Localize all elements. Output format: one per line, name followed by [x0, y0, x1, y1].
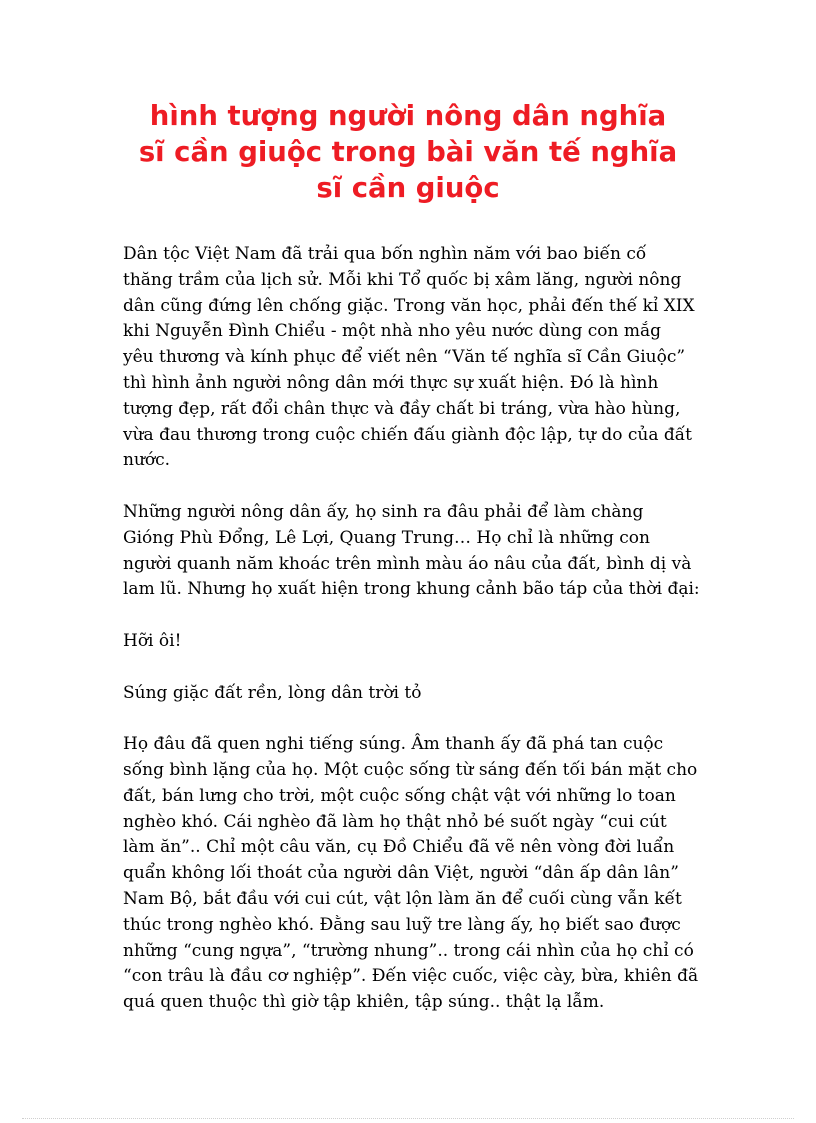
- paragraph-5: [123, 732, 705, 1016]
- paragraph-gap: [123, 603, 705, 629]
- paragraph-1: [123, 242, 705, 474]
- paragraph-5-line: đất, bán lưng cho trời, một cuộc sống chật vật với những lo toan: [123, 785, 676, 806]
- paragraph-5-line: thúc trong nghèo khó. Đằng sau luỹ tre làng ấy, họ biết sao được: [123, 914, 681, 935]
- paragraph-2: [123, 500, 705, 603]
- paragraph-1-line: nước.: [123, 450, 171, 471]
- paragraph-5-line: nghèo khó. Cái nghèo đã làm họ thật nhỏ bé suốt ngày “cui cút: [123, 811, 667, 832]
- title-line-2: sĩ cần giuộc trong bài văn tế nghĩa: [138, 136, 678, 168]
- paragraph-5-line: quẩn không lối thoát của người dân Việt, người “dân ấp dân lân”: [123, 863, 679, 884]
- paragraph-4: [123, 681, 705, 707]
- paragraph-3: [123, 629, 705, 655]
- paragraph-1-line: yêu thương và kính phục để viết nên “Văn tế nghĩa sĩ Cần Giuộc”: [123, 347, 686, 368]
- paragraph-1-line: tượng đẹp, rất đổi chân thực và đầy chất bi tráng, vừa hào hùng,: [123, 398, 681, 419]
- paragraph-1-line: dân cũng đứng lên chống giặc. Trong văn học, phải đến thế kỉ XIX: [123, 295, 695, 316]
- paragraph-5-line: những “cung ngựa”, “trường nhung”.. trong cái nhìn của họ chỉ có: [123, 940, 694, 961]
- paragraph-5-line: “con trâu là đầu cơ nghiệp”. Đến việc cuốc, việc cày, bừa, khiên đã: [123, 966, 699, 987]
- paragraph-2-line: người quanh năm khoác trên mình màu áo nâu của đất, bình dị và: [123, 553, 692, 574]
- paragraph-5-line: quá quen thuộc thì giờ tập khiên, tập súng.. thật lạ lẫm.: [123, 992, 605, 1013]
- page-bottom-divider: [22, 1118, 794, 1119]
- exclamation-line: Hỡi ôi!: [123, 630, 182, 651]
- quoted-verse-line: Súng giặc đất rền, lòng dân trời tỏ: [123, 682, 422, 703]
- paragraph-5-line: làm ăn”.. Chỉ một câu văn, cụ Đồ Chiểu đã vẽ nên vòng đời luẩn: [123, 837, 675, 858]
- title-line-1: hình tượng người nông dân nghĩa: [149, 100, 667, 132]
- paragraph-gap: [123, 655, 705, 681]
- paragraph-5-line: sống bình lặng của họ. Một cuộc sống từ sáng đến tối bán mặt cho: [123, 759, 698, 780]
- paragraph-gap: [123, 474, 705, 500]
- paragraph-1-line: khi Nguyễn Đình Chiểu - một nhà nho yêu nước dùng con mắg: [123, 321, 661, 342]
- paragraph-gap: [123, 706, 705, 732]
- paragraph-2-line: Gióng Phù Đổng, Lê Lợi, Quang Trung… Họ chỉ là những con: [123, 527, 650, 548]
- paragraph-1-line: thăng trầm của lịch sử. Mỗi khi Tổ quốc bị xâm lăng, người nông: [123, 269, 682, 290]
- document-body: [123, 242, 705, 1016]
- paragraph-5-line: Họ đâu đã quen nghi tiếng súng. Âm thanh ấy đã phá tan cuộc: [123, 734, 664, 755]
- paragraph-2-line: lam lũ. Nhưng họ xuất hiện trong khung cảnh bão táp của thời đại:: [123, 579, 700, 600]
- title-line-3: sĩ cần giuộc: [316, 172, 500, 204]
- paragraph-1-line: vừa đau thương trong cuộc chiến đấu giành độc lập, tự do của đất: [123, 424, 692, 445]
- paragraph-1-line: Dân tộc Việt Nam đã trải qua bốn nghìn năm với bao biến cố: [123, 244, 647, 264]
- paragraph-5-line: Nam Bộ, bắt đầu với cui cút, vật lộn làm ăn để cuối cùng vẫn kết: [123, 888, 682, 909]
- paragraph-2-line: Những người nông dân ấy, họ sinh ra đâu phải để làm chàng: [123, 501, 644, 522]
- page-title: [120, 98, 696, 206]
- paragraph-1-line: thì hình ảnh người nông dân mới thực sự xuất hiện. Đó là hình: [123, 372, 659, 393]
